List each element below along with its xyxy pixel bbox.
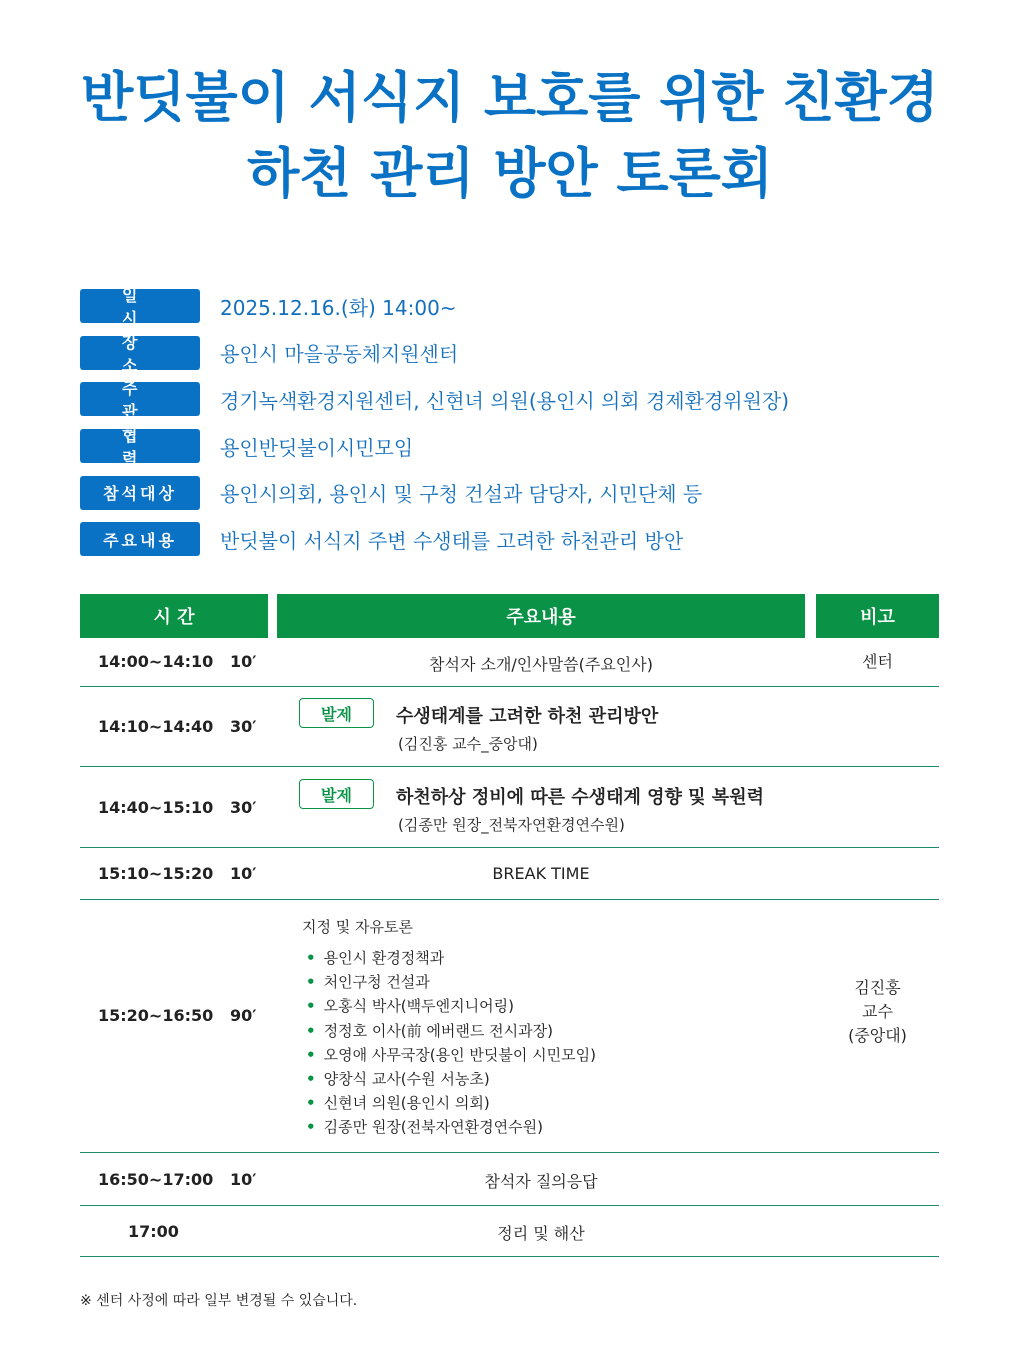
presentation-tag: 발제	[299, 779, 374, 809]
table-row	[80, 900, 939, 1153]
list-item: • 처인구청 건설과	[306, 973, 430, 992]
row-duration: 30′	[230, 717, 257, 736]
list-item: • 정정호 이사(前 에버랜드 전시과장)	[306, 1021, 553, 1040]
info-label-place: 장 소	[80, 336, 200, 370]
presentation-topic: 하천하상 정비에 따른 수생태계 영향 및 복원력	[396, 787, 764, 808]
row-duration: 10′	[230, 1170, 257, 1189]
list-item: • 용인시 환경정책과	[306, 949, 445, 967]
table-header-note: 비고	[816, 594, 939, 638]
info-value-contents: 반딧불이 서식지 주변 수생태를 고려한 하천관리 방안	[220, 528, 684, 553]
footnote: ※ 센터 사정에 따라 일부 변경될 수 있습니다.	[80, 1293, 358, 1309]
presentation-topic: 수생태계를 고려한 하천 관리방안	[396, 706, 659, 727]
row-duration: 30′	[230, 798, 257, 817]
table-row	[80, 638, 939, 687]
table-row	[80, 687, 939, 767]
table-row	[80, 1153, 939, 1206]
info-row-cooperation	[80, 423, 940, 470]
row-time: 16:50~17:00	[98, 1170, 214, 1189]
info-row-date	[80, 283, 940, 330]
list-item: • 오영애 사무국장(용인 반딧불이 시민모임)	[306, 1045, 596, 1064]
row-time: 15:10~15:20	[98, 864, 214, 883]
info-label-contents: 주요내용	[80, 522, 200, 556]
info-row-attendees	[80, 469, 940, 516]
row-time: 15:20~16:50	[98, 1006, 214, 1025]
info-value-cooperation: 용인반딧불이시민모임	[220, 435, 414, 460]
row-duration: 10′	[230, 652, 257, 671]
table-row	[80, 848, 939, 900]
row-duration: 90′	[230, 1006, 257, 1025]
discussion-title: 지정 및 자유토론	[302, 918, 413, 936]
row-time: 14:00~14:10	[98, 652, 214, 671]
presentation-speaker: (김진홍 교수_중앙대)	[398, 735, 538, 753]
info-row-host	[80, 376, 940, 423]
row-content: 정리 및 해산	[497, 1224, 585, 1243]
list-item: • 오홍식 박사(백두엔지니어링)	[306, 997, 514, 1016]
row-content: 참석자 소개/인사말씀(주요인사)	[429, 655, 653, 674]
info-label-cooperation: 협 력	[80, 429, 200, 463]
presentation-speaker: (김종만 원장_전북자연환경연수원)	[398, 816, 625, 834]
page-title-line2: 하천 관리 방안 토론회	[247, 142, 773, 205]
event-info	[80, 283, 940, 563]
table-row	[80, 767, 939, 848]
table-header-time: 시 간	[80, 594, 268, 638]
row-note: 센터	[862, 652, 893, 671]
table-row	[80, 1206, 939, 1257]
row-time: 14:10~14:40	[98, 717, 214, 736]
row-note: 김진홍 교수 (중앙대)	[848, 978, 907, 1045]
info-value-date: 2025.12.16.(화) 14:00~	[220, 295, 457, 320]
info-value-place: 용인시 마을공동체지원센터	[220, 342, 459, 367]
list-item: • 신현녀 의원(용인시 의회)	[306, 1094, 490, 1113]
row-duration: 10′	[230, 864, 257, 883]
info-value-attendees: 용인시의회, 용인시 및 구청 건설과 담당자, 시민단체 등	[220, 482, 703, 507]
row-time: 17:00	[128, 1222, 179, 1241]
info-value-host: 경기녹색환경지원센터, 신현녀 의원(용인시 의회 경제환경위원장)	[220, 388, 790, 413]
row-time: 14:40~15:10	[98, 798, 214, 817]
page-title-line1: 반딧불이 서식지 보호를 위한 친환경	[81, 66, 939, 129]
info-label-host: 주 관	[80, 382, 200, 416]
list-item: • 김종만 원장(전북자연환경연수원)	[306, 1118, 543, 1137]
info-label-attendees: 참석대상	[80, 476, 200, 510]
info-row-place	[80, 330, 940, 377]
list-item: • 양창식 교사(수원 서농초)	[306, 1069, 490, 1088]
info-label-date: 일 시	[80, 289, 200, 323]
info-row-contents	[80, 516, 940, 563]
discussion-list	[306, 946, 596, 1140]
row-content: BREAK TIME	[492, 864, 590, 883]
row-content: 참석자 질의응답	[484, 1172, 598, 1191]
table-header-content: 주요내용	[277, 594, 805, 638]
presentation-tag: 발제	[299, 698, 374, 728]
